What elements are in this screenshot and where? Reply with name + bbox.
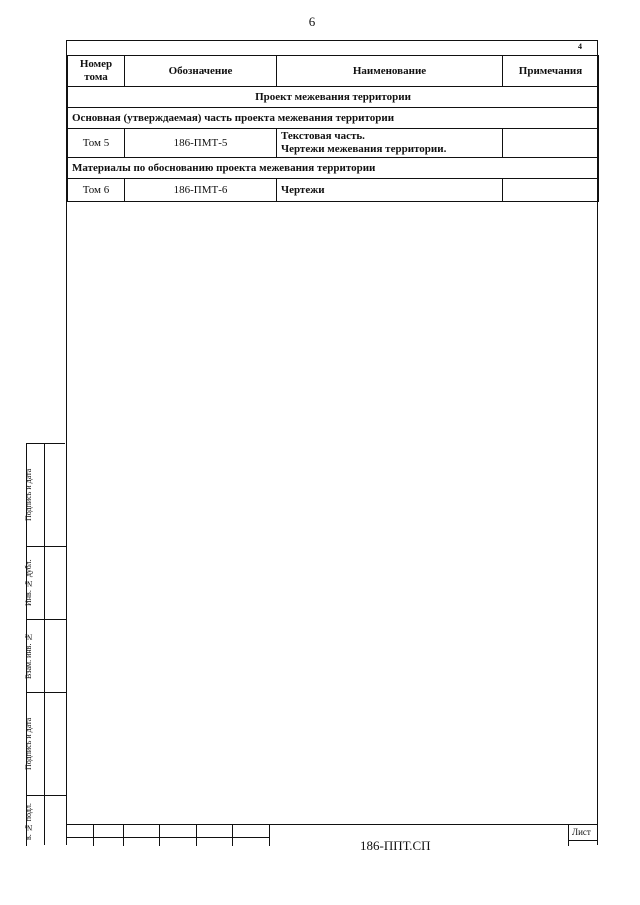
side-stamp-line [26,546,66,547]
header-designation: Обозначение [125,56,277,87]
table-header-row [68,56,599,87]
cell-name: Чертежи [277,179,503,202]
side-label-vzam-inv: Взам. инв. № [24,632,33,679]
title-block-sheet-line [568,840,598,841]
group-title-row [68,158,599,179]
header-name: Наименование [277,56,503,87]
group-title-row [68,108,599,129]
cell-notes [503,179,599,202]
cell-name [277,129,503,158]
title-block-column [159,824,160,846]
title-block-column [232,824,233,846]
group-title: Основная (утверждаемая) часть проекта межевания территории [68,108,599,129]
side-stamp-line [26,795,66,796]
title-block-doc-code: 186-ППТ.СП [360,838,431,853]
section-title: Проект межевания территории [68,87,599,108]
cell-designation: 186-ПМТ-5 [125,129,277,158]
contents-table [67,55,599,202]
header-volume-number: Номер тома [68,56,125,87]
cell-notes [503,129,599,158]
title-block-column [93,824,94,846]
side-label-sign-date: Подпись и дата [24,468,33,521]
side-label-inv-podl: в. № подл. [24,803,33,840]
cell-name-line: Текстовая часть. [281,130,365,142]
frame-top-border [66,40,598,41]
cell-name-line: Чертежи межевания территории. [281,143,447,155]
title-block-mid-line [66,837,270,838]
sheet-small-number: 4 [578,42,582,51]
title-block-column [269,824,270,846]
title-block-sheet-label: Лист [572,827,591,837]
title-block-column [568,824,569,846]
title-block-column [196,824,197,846]
header-notes: Примечания [503,56,599,87]
side-label-sign-date: Подпись и дата [24,717,33,770]
cell-designation: 186-ПМТ-6 [125,179,277,202]
title-block-column [123,824,124,846]
side-stamp-line [26,692,66,693]
side-label-inv-dubl: Инв. № дубл. [24,559,33,606]
cell-volume: Том 5 [68,129,125,158]
table-row [68,179,599,202]
table-row [68,129,599,158]
cell-volume: Том 6 [68,179,125,202]
side-stamp-line [26,619,66,620]
title-block-top-line [66,824,598,825]
group-title: Материалы по обоснованию проекта межевания территории [68,158,599,179]
section-title-row [68,87,599,108]
page-number: 6 [308,14,316,29]
